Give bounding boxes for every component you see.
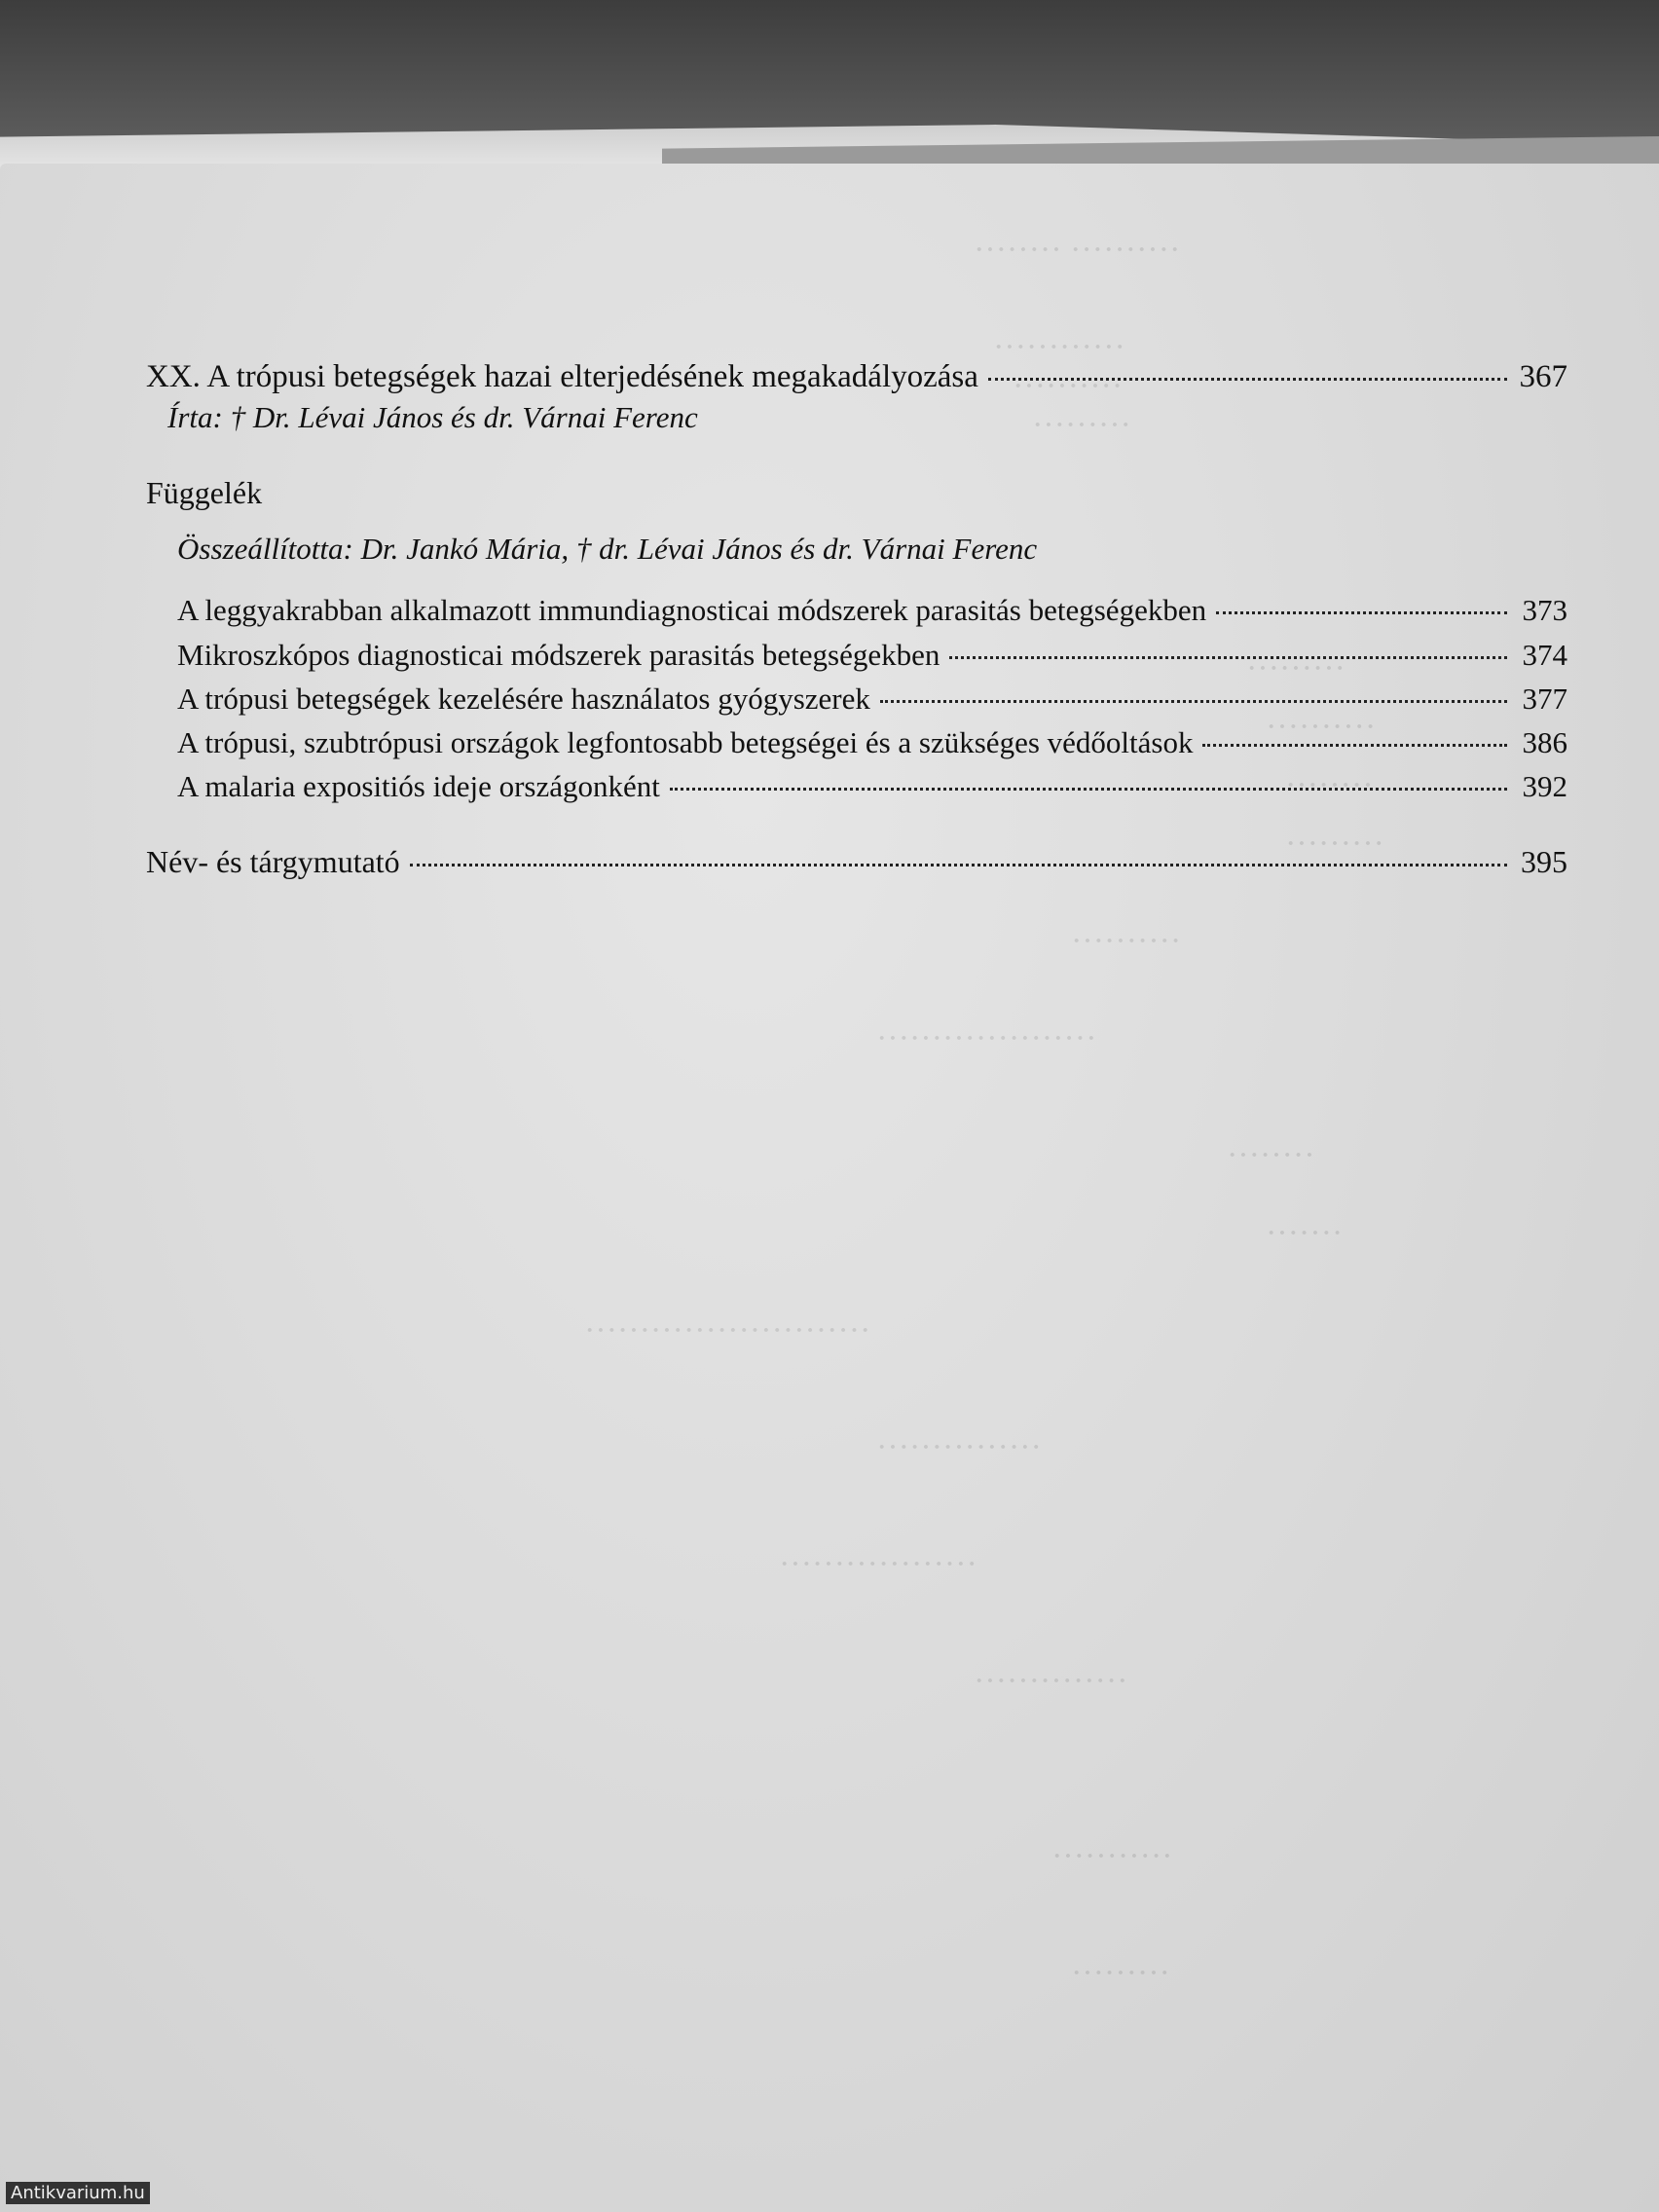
toc-entry-appendix xyxy=(177,681,1567,717)
chapter-author: Írta: † Dr. Lévai János és dr. Várnai Ferenc xyxy=(167,399,698,434)
toc-entry-index xyxy=(146,843,1567,880)
dot-leader xyxy=(988,378,1507,381)
toc-entry-appendix xyxy=(177,637,1567,673)
dot-leader xyxy=(949,656,1507,659)
toc-entry-title: XX. A trópusi betegségek hazai elterjedésének megakadályozása xyxy=(146,359,978,394)
toc-page-number: 392 xyxy=(1522,769,1567,804)
toc-entry-title: A trópusi betegségek kezelésére használatos gyógyszerek xyxy=(177,681,870,716)
bleed-through-texture: ·········· ········ ············ ·········· ········· ········· ·········· ········ ········· ·········· ···················· ········ ······· ·························· ··············· ·················· ·············· ··········· ········· xyxy=(584,232,1384,1991)
toc-page-number: 386 xyxy=(1522,724,1567,759)
toc-page-number: 395 xyxy=(1521,844,1567,880)
toc-entry-chapter-xx xyxy=(146,358,1567,397)
dot-leader xyxy=(410,864,1507,866)
toc-entry-title: Mikroszkópos diagnosticai módszerek parasitás betegségekben xyxy=(177,637,940,672)
appendix-heading: Függelék xyxy=(146,474,263,510)
toc-page-number: 367 xyxy=(1519,359,1567,394)
toc-entry-appendix xyxy=(177,724,1567,760)
table-of-contents xyxy=(146,358,1567,881)
toc-entry-title: A leggyakrabban alkalmazott immundiagnosticai módszerek parasitás betegségekben xyxy=(177,593,1207,628)
dot-leader xyxy=(880,700,1507,703)
watermark-label: Antikvarium.hu xyxy=(6,2182,150,2204)
dot-leader xyxy=(1202,744,1507,747)
toc-entry-appendix xyxy=(177,592,1567,628)
toc-entry-title: A trópusi, szubtrópusi országok legfontosabb betegségei és a szükséges védőoltások xyxy=(177,724,1194,759)
dot-leader xyxy=(670,788,1507,791)
toc-entry-title: A malaria expositiós ideje országonként xyxy=(177,769,660,804)
toc-entry-title: Név- és tárgymutató xyxy=(146,844,400,880)
toc-page-number: 374 xyxy=(1522,637,1567,672)
toc-page-number: 377 xyxy=(1522,681,1567,716)
appendix-list xyxy=(177,592,1567,804)
book-page xyxy=(0,164,1659,2212)
toc-entry-appendix xyxy=(177,768,1567,804)
toc-page-number: 373 xyxy=(1522,593,1567,628)
dot-leader xyxy=(1216,611,1507,614)
appendix-compilers: Összeállította: Dr. Jankó Mária, † dr. Lévai János és dr. Várnai Ferenc xyxy=(177,532,1038,567)
